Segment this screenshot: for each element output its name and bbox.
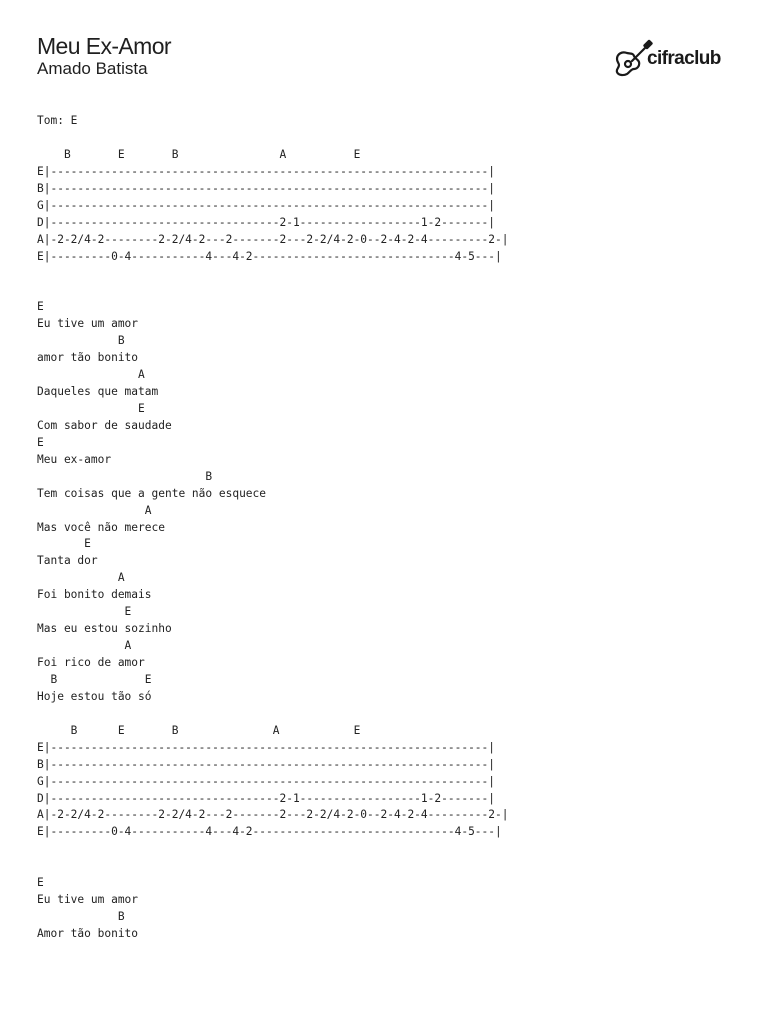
tab-line: B|-----------------------------------------------------------------| [37,757,496,771]
lyric-line: Com sabor de saudade [37,418,172,432]
cifraclub-logo[interactable] [614,36,724,78]
lyric-line: Foi rico de amor [37,656,145,669]
tab-line: E|-----------------------------------------------------------------| [37,740,496,754]
tab-line: D|----------------------------------2-1------------------1-2-------| [37,791,496,805]
lyric-line: Meu ex-amor [37,452,112,466]
chord-line: A [37,368,145,382]
blank-line [37,706,508,723]
lyric-line: Mas eu estou sozinho [37,622,172,636]
chord-line: E [37,876,44,890]
lyric-line: Eu tive um amor [37,893,139,907]
blank-line [37,282,508,299]
chord-line: E [37,537,91,551]
tab-line: A|-2-2/4-2--------2-2/4-2---2-------2---2-2/4-2-0--2-4-2-4---------2-| [37,808,509,822]
key-line: Tom: E [37,114,78,127]
blank-line [37,841,508,858]
tab-line: D|----------------------------------2-1------------------1-2-------| [37,215,496,229]
tab-line: E|---------0-4-----------4---4-2------------------------------4-5---| [37,825,502,839]
chord-line: A [37,503,152,517]
tab-line: E|-----------------------------------------------------------------| [37,164,496,178]
chord-line: B E B A E [37,723,361,737]
chord-line: B E [37,672,152,686]
chord-line: A [37,639,132,653]
chord-sheet [37,113,508,943]
blank-line [37,130,508,147]
chord-line: B [37,910,125,924]
blank-line [37,858,508,875]
blank-line [37,265,508,282]
lyric-line: Hoje estou tão só [37,689,152,703]
chord-line: E [37,435,44,449]
lyric-line: amor tão bonito [37,351,139,365]
chord-line: B [37,334,125,348]
chord-line: E [37,605,132,619]
chord-line: B [37,469,213,483]
tab-line: A|-2-2/4-2--------2-2/4-2---2-------2---2-2/4-2-0--2-4-2-4---------2-| [37,232,509,246]
lyric-line: Eu tive um amor [37,317,139,331]
chord-line: E [37,300,44,314]
lyric-line: Tanta dor [37,554,98,568]
lyric-line: Foi bonito demais [37,588,152,602]
tab-line: G|-----------------------------------------------------------------| [37,774,496,788]
logo-wordmark: cifraclub [647,48,721,69]
song-title: Meu Ex-Amor [37,33,171,59]
lyric-line: Amor tão bonito [37,927,139,940]
chord-line: E [37,401,145,415]
tab-line: E|---------0-4-----------4---4-2------------------------------4-5---| [37,249,502,263]
tab-line: B|-----------------------------------------------------------------| [37,181,496,195]
artist-name: Amado Batista [37,59,148,78]
chord-line: B E B A E [37,147,361,161]
lyric-line: Tem coisas que a gente não esquece [37,486,267,500]
tab-line: G|-----------------------------------------------------------------| [37,198,496,212]
lyric-line: Mas você não merece [37,520,165,534]
chord-line: A [37,571,125,585]
lyric-line: Daqueles que matam [37,385,159,398]
